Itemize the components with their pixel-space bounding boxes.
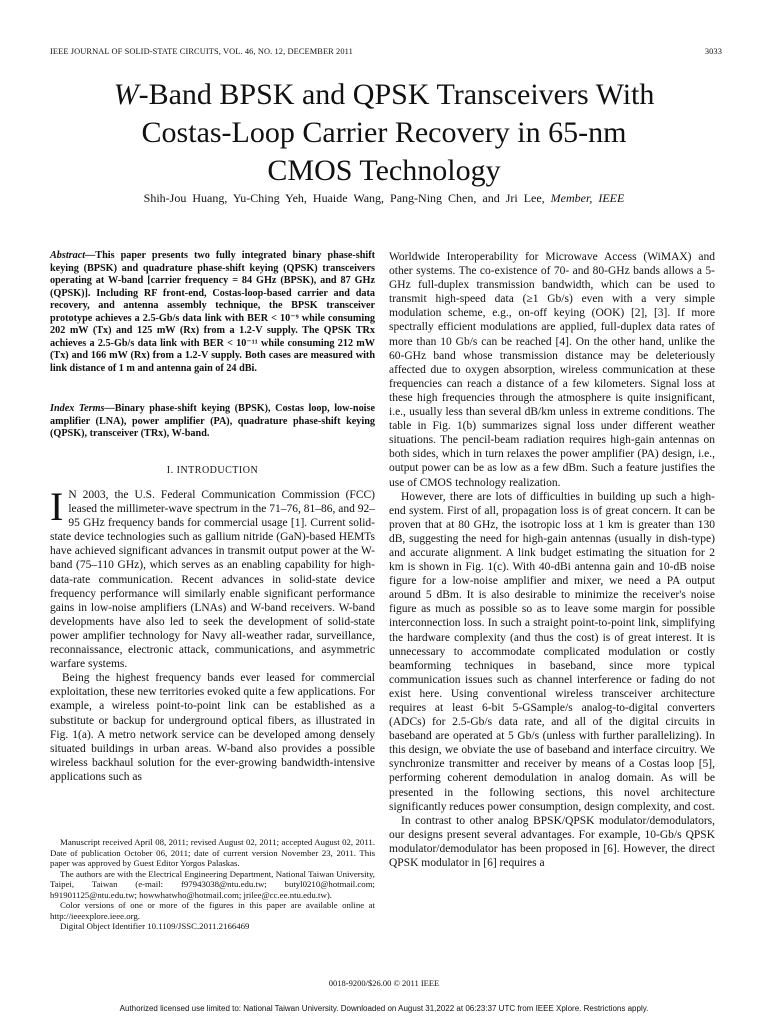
drop-cap: I — [50, 484, 64, 529]
intro-paragraph-2: Being the highest frequency bands ever leased for commercial exploitation, these new territories evoked quite a few applications. For example, a wireless point-to-point link can be established as a substitute or backup for underground optical fibers, as illustrated in Fig. 1(a). A metro network service can be developed among densely situated buildings in urban areas. W-band also provides a possible wireless backhaul solution for the ever-growing bandwidth-intensive applications such as — [50, 672, 375, 783]
right-paragraph-1: Worldwide Interoperability for Microwave Access (WiMAX) and other systems. The co-existence of 70- and 80-GHz bands allows a 5-GHz full-duplex transmission bandwidth, which can be used to transmit high-speed data (≥1 Gb/s) even with a very simple modulation scheme, e.g., on-off keying (OOK) [2], [3]. If more spectrally efficient modulations are applied, full-duplex data rates of more than 10 Gb/s can be reached [4]. On the other hand, unlike the 60-GHz band whose transmission distance may be deleteriously affected due to oxygen absorption, wireless communication at these frequencies can reach a distance of a few kilometers. Signal loss at these high frequencies through the atmosphere is quite insignificant, i.e., usually less than several dB/km unless in extreme conditions. The table in Fig. 1(b) summarizes signal loss under different weather situations. The pencil-beam radiation requires high-gain antennas on both sides, which in turn relaxes the power amplifier (PA) design, i.e., output power can be as low as a few dBm. Such a feature justifies the use of CMOS technology realization. — [389, 251, 715, 489]
right-paragraph-2: However, there are lots of difficulties in building up such a high-end system. First of all, propagation loss is of great concern. It can be proven that at 80 GHz, the isotropic loss at 1 km is greater than 130 dB, suggesting the need for high-gain antennas (usually in dish-type) and accurate alignment. A link budget estimating the situation for 2 km is shown in Fig. 1(c). With 40-dBi antenna gain and 10-dB noise figure for a low-noise amplifier and mixer, we need a PA output around 5 dBm. It is also desirable to minimize the receiver's noise figure as much as possible so as to leave some margin for possible interconnection loss. In such a straight point-to-point link, simplifying the hardware complexity (and thus the cost) is of great interest. It is unnecessary to accommodate complicated modulation or costly beamforming techniques in baseband, since more typical communication issues such as channel interference or fading do not exist here. Using conventional wireless transceiver architecture requires at least 6-bit 5-GSample/s analog-to-digital converters (ADCs) for 2.5-Gb/s data rate, and all of the digital circuits in baseband are operated at 5 Gb/s (unless with further parallelizing). In this design, we obviate the use of baseband and interface circuitry. We synchronize transmitter and receiver by means of a Costas loop [5], performing coherent demodulation in analog domain. As will be presented in the following sections, this novel architecture significantly reduces power consumption, design complexity, and cost. — [389, 490, 715, 813]
abstract-text: This paper presents two fully integrated binary phase-shift keying (BPSK) and quadrature phase-shift keying (QPSK) transceivers operating at W-band [carrier frequency = 84 GHz (BPSK), and 87 GHz (QPSK)]. Including RF front-end, Costas-loop-based carrier and data recovery, and antenna assembly technique, the BPSK transceiver prototype achieves a 2.5-Gb/s data link with BER < 10⁻⁹ while consuming 202 mW (Tx) and 125 mW (Rx) from a 1.2-V supply. The QPSK TRx achieves a 2.5-Gb/s data link with BER < 10⁻¹¹ while consuming 212 mW (Tx) and 166 mW (Rx) from a 1.2-V supply. Both cases are measured with link distance of 1 m and antenna gain of 24 dBi. — [50, 250, 375, 374]
author-membership: Member, IEEE — [550, 191, 625, 205]
title-w-italic: W — [113, 78, 139, 111]
index-terms-label: Index Terms— — [50, 403, 115, 414]
footnote-doi: Digital Object Identifier 10.1109/JSSC.2011.2166469 — [60, 921, 250, 931]
intro-paragraph-1 — [50, 484, 376, 671]
footnote-manuscript: Manuscript received April 08, 2011; revised August 02, 2011; accepted August 02, 2011. Date of publication October 06, 2011; date of current version November 23, 2011. This paper was approved by Guest Editor Yorgos Palaskas. — [50, 837, 375, 868]
title-line-3: CMOS Technology — [267, 154, 501, 187]
journal-name: IEEE JOURNAL OF SOLID-STATE CIRCUITS, VOL. 46, NO. 12, DECEMBER 2011 — [50, 47, 353, 56]
intro-paragraph-1-text: N 2003, the U.S. Federal Communication Commission (FCC) leased the millimeter-wave spectrum in the 71–76, 81–86, and 92–95 GHz frequency bands for commercial usage [1]. Current solid-state device technologies such as gallium nitride (GaN)-based HEMTs have achieved significant advances in transmit output power at the W-band (75–110 GHz), which serves as an enabling capability for high-data-rate communication. Recent advances in solid-state device frequency performance will similarly enable significant performance gains in low-noise amplifiers (LNAs) and W-band receivers. W-band developments have also led to seek the development of solid-state power amplifier technology for Navy all-weather radar, surveillance, reconnaissance, electronic attack, communications, and asymmetric warfare systems. — [50, 489, 376, 671]
copyright-line: 0018-9200/$26.00 © 2011 IEEE — [328, 978, 440, 988]
abstract-label: Abstract— — [50, 250, 96, 261]
license-notice: Authorized licensed use limited to: National Taiwan University. Downloaded on August 31,2022 at 06:23:37 UTC from IEEE Xplore. Restrictions apply. — [119, 1004, 649, 1013]
first-page-footnote — [50, 837, 375, 932]
title-line-1: -Band BPSK and QPSK Transceivers With — [138, 78, 655, 111]
right-column-body — [389, 250, 715, 870]
index-terms-text: Binary phase-shift keying (BPSK), Costas loop, low-noise amplifier (LNA), power amplifier (PA), quadrature phase-shift keying (QPSK), transceiver (TRx), W-band. — [50, 403, 375, 439]
footnote-affiliation: The authors are with the Electrical Engineering Department, National Taiwan University, Taipei, Taiwan (e-mail: f97943038@ntu.edu.tw; butyl0210@hotmail.com; b91901125@ntu.edu.tw; howwhatwho@hotmail.com; jrilee@cc.ee.ntu.edu.tw). — [50, 868, 375, 900]
footnote-color-versions: Color versions of one or more of the figures in this paper are available online at http://ieeexplore.ieee.org. — [50, 900, 375, 921]
right-paragraph-3: In contrast to other analog BPSK/QPSK modulator/demodulators, our designs present several advantages. For example, 10-Gb/s QPSK modulator/demodulator has been proposed in [6]. However, the direct QPSK modulator in [6] requires a — [389, 814, 715, 870]
introduction-body — [50, 484, 376, 784]
author-list — [40, 191, 728, 206]
page-number: 3033 — [704, 47, 722, 56]
abstract — [50, 250, 375, 375]
title-line-2: Costas-Loop Carrier Recovery in 65-nm — [141, 116, 627, 149]
section-heading-introduction: I. INTRODUCTION — [166, 465, 259, 476]
index-terms — [50, 403, 375, 441]
paper-title — [40, 76, 728, 190]
author-names: Shih-Jou Huang, Yu-Ching Yeh, Huaide Wang, Pang-Ning Chen, and Jri Lee, — [143, 191, 545, 205]
